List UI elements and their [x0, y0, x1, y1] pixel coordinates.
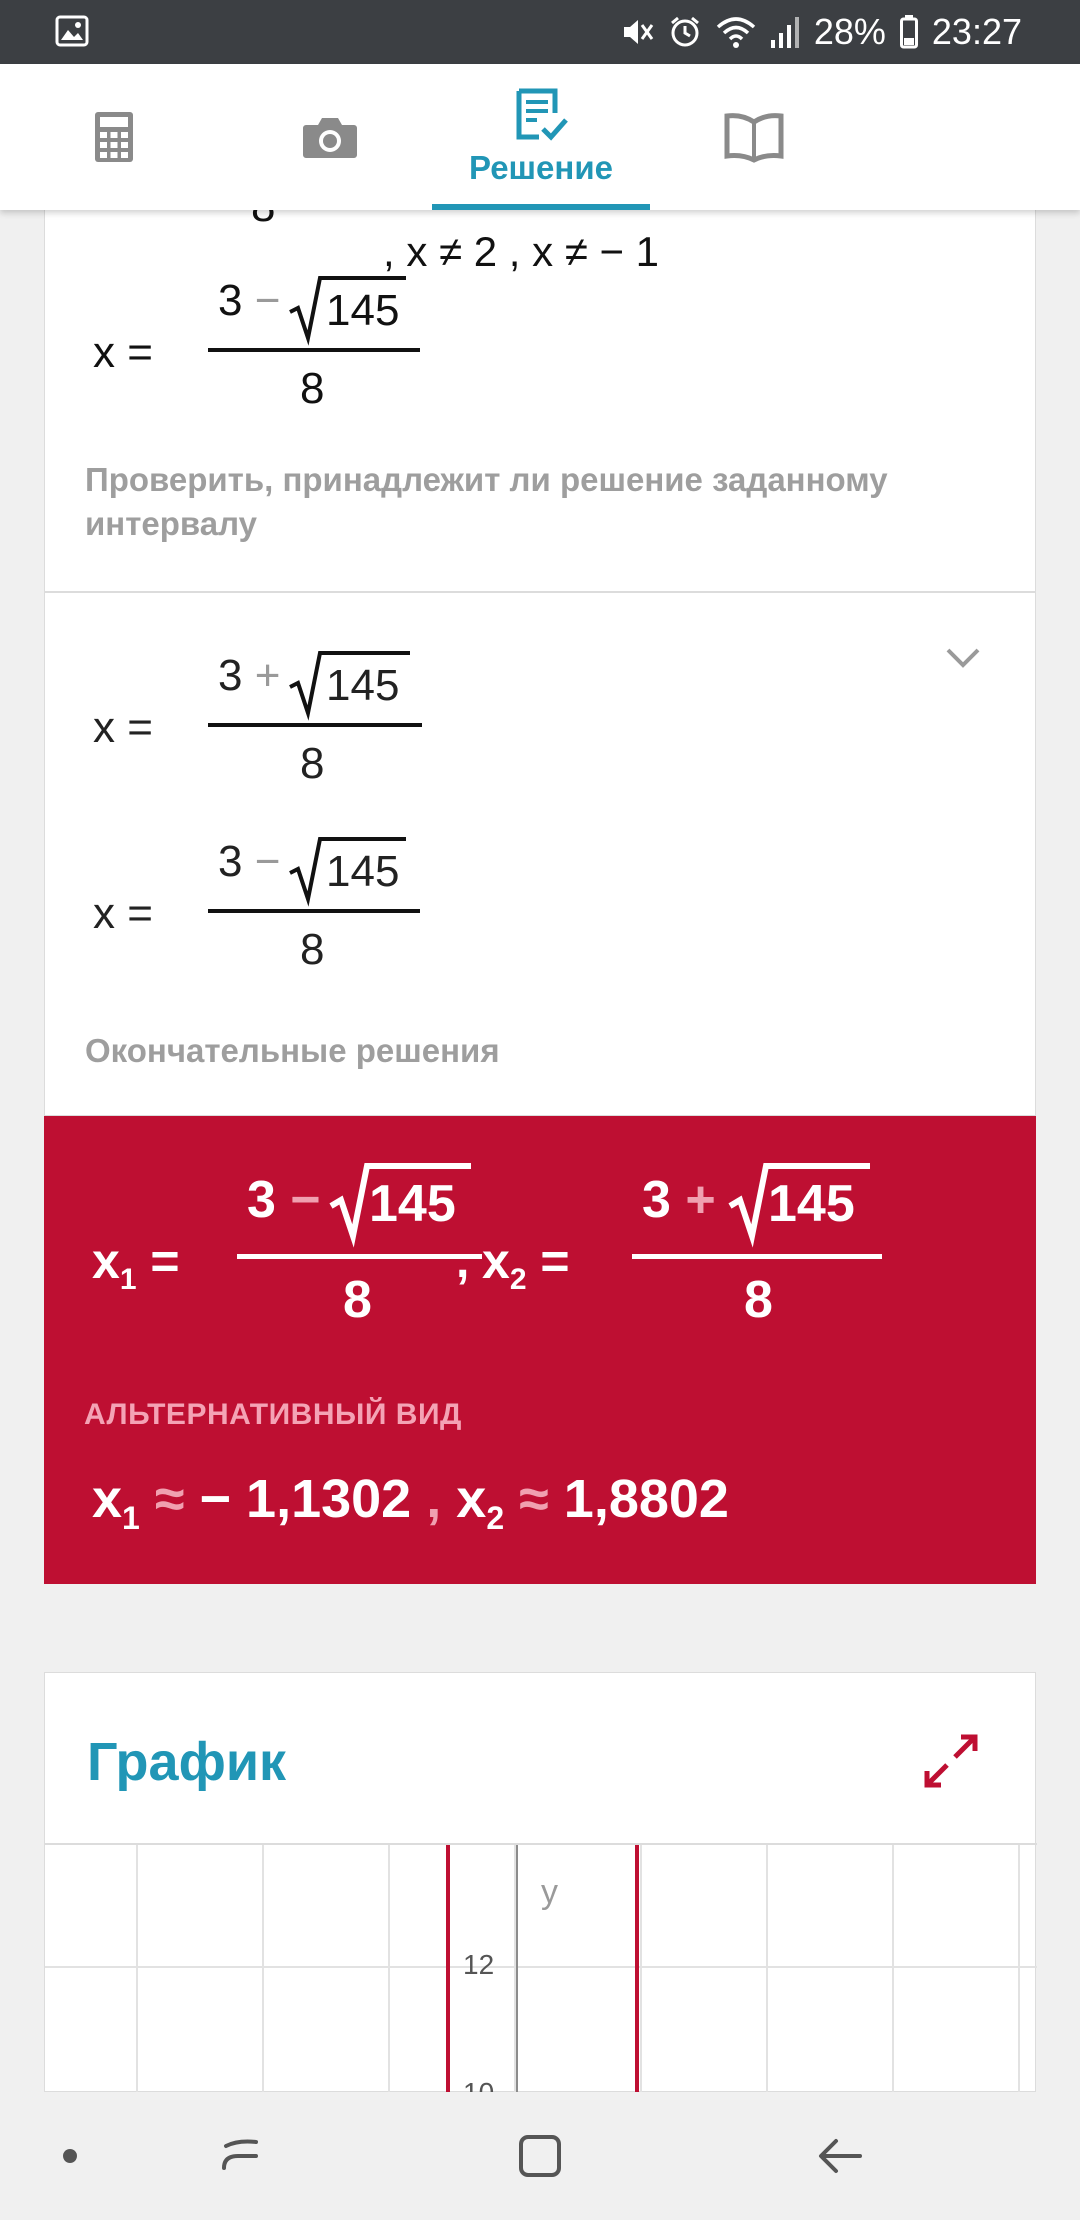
var-x: x — [92, 1233, 120, 1289]
subscript: 2 — [486, 1499, 505, 1536]
approx-sign: ≈ — [154, 1469, 185, 1529]
fraction-bar — [208, 909, 420, 913]
status-bar — [0, 0, 1080, 64]
numerator-a: 3 — [247, 1171, 276, 1229]
denominator: 8 — [300, 925, 325, 974]
recent-apps-icon[interactable] — [200, 2092, 280, 2220]
final-x2 — [482, 1160, 912, 1350]
tab-camera[interactable] — [220, 64, 440, 210]
final-x1 — [92, 1160, 492, 1350]
calculator-icon — [94, 111, 134, 163]
radicand: 145 — [326, 286, 400, 335]
back-icon[interactable] — [800, 2092, 880, 2220]
battery-percent: 28% — [813, 11, 886, 52]
equals-sign: = — [150, 1233, 180, 1289]
numerator-op: − — [254, 837, 281, 886]
step-hint: Проверить, принадлежит ли решение заданному интервалу — [85, 461, 888, 542]
radicand: 145 — [326, 661, 400, 710]
step-card-check-interval — [44, 210, 1036, 592]
subscript: 1 — [122, 1499, 140, 1536]
alternative-form-label: АЛЬТЕРНАТИВНЫЙ ВИД — [84, 1398, 462, 1431]
separator: , — [456, 1235, 470, 1288]
system-nav-bar — [0, 2092, 1080, 2220]
numerator-op: + — [685, 1171, 716, 1229]
tab-book[interactable] — [644, 64, 864, 210]
nav-dot-icon[interactable] — [40, 2092, 100, 2220]
chevron-down-icon[interactable] — [945, 647, 981, 669]
fraction-bar — [208, 348, 420, 352]
y-tick-label: 12 — [463, 1949, 495, 1980]
fraction-bar — [632, 1254, 882, 1259]
graph-card — [44, 1672, 1036, 2092]
clock-time: 23:27 — [931, 11, 1022, 52]
solution-plus — [93, 641, 493, 801]
signal-icon — [770, 16, 800, 48]
tab-solution-label: Решение — [469, 149, 613, 186]
fraction-bar — [237, 1254, 482, 1259]
final-answer-card — [44, 1116, 1036, 1584]
app-tab-bar — [0, 64, 1080, 210]
home-icon[interactable] — [500, 2092, 580, 2220]
subscript: 2 — [509, 1263, 527, 1296]
numerator-op: + — [254, 651, 281, 700]
equals-sign: = — [540, 1233, 570, 1289]
radicand: 145 — [369, 1175, 456, 1233]
var-x: x — [456, 1469, 487, 1529]
fraction-bar — [208, 723, 422, 727]
x2-approx-value: 1,8802 — [563, 1469, 729, 1529]
tab-solution[interactable] — [431, 64, 651, 210]
subscript: 1 — [119, 1263, 137, 1296]
numerator-a: 3 — [218, 276, 243, 325]
var-x: x — [482, 1233, 510, 1289]
lhs-text: x = — [93, 889, 153, 938]
radicand: 145 — [768, 1175, 855, 1233]
step-card-solutions[interactable] — [44, 592, 1036, 1116]
mute-icon — [620, 15, 654, 49]
numerator-op: − — [290, 1171, 321, 1229]
alarm-icon — [668, 15, 702, 49]
active-tab-indicator — [432, 204, 650, 210]
graph-plot-area[interactable] — [45, 1843, 1037, 2093]
camera-icon — [302, 115, 358, 159]
gallery-notification-icon — [56, 16, 88, 51]
denominator: 8 — [744, 1271, 773, 1329]
excluded-values: , x ≠ 2 , x ≠ − 1 — [383, 228, 660, 275]
expand-icon[interactable] — [923, 1733, 979, 1794]
approx-sign: ≈ — [519, 1469, 549, 1529]
radicand: 145 — [326, 847, 400, 896]
tab-calculator[interactable] — [4, 64, 224, 210]
alternative-form-values — [92, 1468, 729, 1537]
y-axis-label: y — [541, 1873, 558, 1911]
numerator-op: − — [254, 276, 281, 325]
battery-icon — [900, 15, 918, 49]
solution-notes-icon — [513, 87, 569, 143]
graph-title: График — [87, 1732, 287, 1792]
numerator-a: 3 — [218, 837, 243, 886]
denominator: 8 — [300, 739, 325, 788]
x1-approx-value: − 1,1302 — [199, 1469, 412, 1529]
lhs-text: x = — [93, 328, 153, 377]
lhs-text: x = — [93, 703, 153, 752]
var-x: x — [92, 1469, 123, 1529]
solution-minus — [93, 827, 493, 987]
denominator: 8 — [300, 364, 325, 413]
book-icon — [724, 112, 784, 162]
denominator: 8 — [343, 1271, 372, 1329]
step-hint: Окончательные решения — [85, 1032, 500, 1069]
numerator-a: 3 — [218, 651, 243, 700]
separator: , — [426, 1469, 442, 1529]
numerator-a: 3 — [642, 1171, 671, 1229]
wifi-icon — [716, 15, 756, 49]
